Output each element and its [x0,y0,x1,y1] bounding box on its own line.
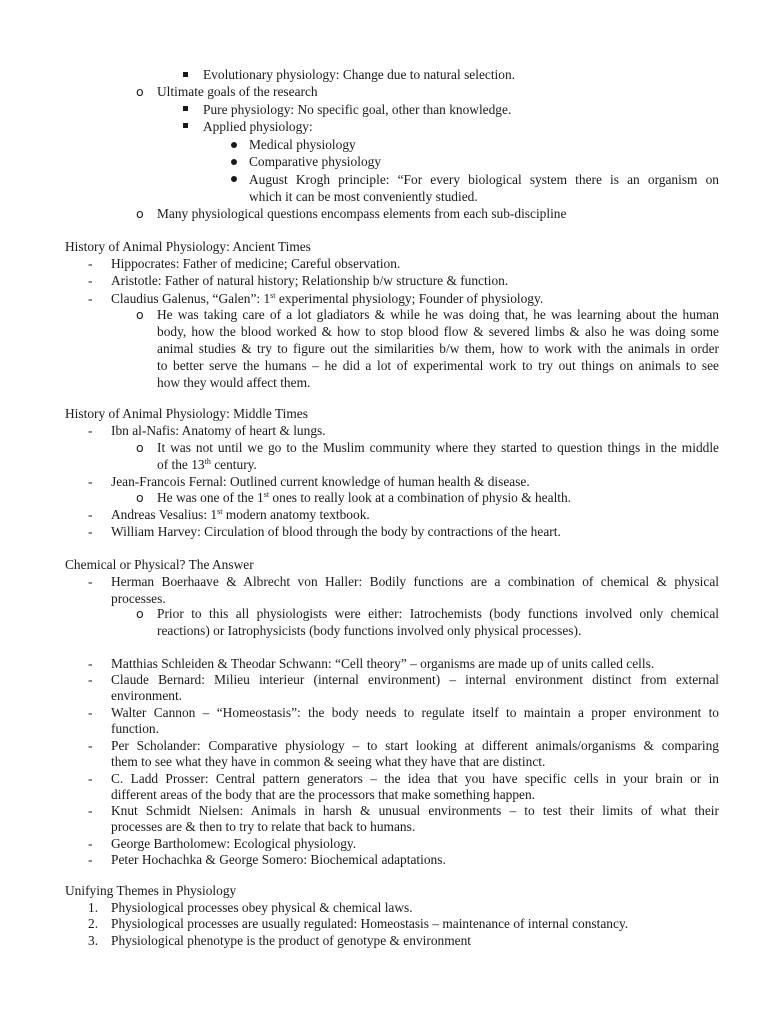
galen-note-line-1: He was taking care of a lot gladiators & while he was doing that, he was learning about the human [157,307,719,322]
vesalius-superscript: st [217,507,223,516]
nielsen-line-1: Knut Schmidt Nielsen: Animals in harsh & unusual environments – to test their limits of what their [111,803,719,818]
schleiden-item: Matthias Schleiden & Theodar Schwann: “Cell theory” – organisms are made up of units called cells. [111,656,655,671]
krogh-principle-line-2: which it can be most conveniently studied. [249,189,478,204]
harvey-item: William Harvey: Circulation of blood through the body by contractions of the heart. [111,524,561,539]
unifying-item-3: Physiological phenotype is the product of genotype & environment [111,933,471,948]
square-bullet-icon [183,106,188,111]
vesalius-item [111,506,370,523]
dash-bullet: - [88,474,93,489]
dash-bullet: - [88,771,93,786]
dash-bullet: - [88,836,93,851]
bernard-line-1: Claude Bernard: Milieu interieur (internal environment) – internal environment distinct from external [111,672,719,687]
unifying-item-1: Physiological processes obey physical & chemical laws. [111,900,413,915]
list-number: 1. [88,900,99,915]
dash-bullet: - [88,803,93,818]
galen-note-line-2: body, how the blood worked & how to stop blood flow & severed limbs & also he was doing some [157,324,719,339]
circle-bullet-icon: o [136,440,144,455]
galen-note-line-3: animal studies & try to figure out the similarities b/w them, how to work with the animals in order [157,341,719,356]
boerhaave-line-1: Herman Boerhaave & Albrecht von Haller: Bodily functions are a combination of chemical & physical [111,574,719,589]
nielsen-line-2: processes are & then to try to relate that back to humans. [111,819,416,834]
applied-physiology-item: Applied physiology: [203,119,313,134]
ibn-al-nafis-item: Ibn al-Nafis: Anatomy of heart & lungs. [111,423,326,438]
comparative-physiology-item: Comparative physiology [249,154,382,169]
boerhaave-line-2: processes. [111,591,166,606]
dash-bullet: - [88,273,93,288]
dash-bullet: - [88,256,93,271]
galen-note-line-5: how they would affect them. [157,375,311,390]
dash-bullet: - [88,672,93,687]
ancient-times-heading: History of Animal Physiology: Ancient Times [65,239,311,254]
hippocrates-item: Hippocrates: Father of medicine; Careful observation. [111,256,401,271]
fernal-note [157,489,571,506]
bernard-line-2: environment. [111,688,183,703]
ultimate-goals-item: Ultimate goals of the research [157,84,318,99]
galen-text-a: Claudius Galenus, “Galen”: 1 [111,291,271,306]
prosser-line-1: C. Ladd Prosser: Central pattern generators – the idea that you have specific cells in your brain or in [111,771,719,786]
sub-discipline-item: Many physiological questions encompass elements from each sub-discipline [157,206,567,221]
prior-note-line-1: Prior to this all physiologists were either: Iatrochemists (body functions involved only chemical [157,606,719,621]
unifying-themes-heading: Unifying Themes in Physiology [65,883,237,898]
evolutionary-physiology-item: Evolutionary physiology: Change due to natural selection. [203,67,516,82]
dash-bullet: - [88,507,93,522]
scholander-line-1: Per Scholander: Comparative physiology – to start looking at different animals/organisms & comparing [111,738,719,753]
circle-bullet-icon: o [136,84,144,99]
circle-bullet-icon: o [136,307,144,322]
vesalius-text-b: modern anatomy textbook. [222,507,370,522]
chemical-physical-heading: Chemical or Physical? The Answer [65,557,254,572]
muslim-note-line-1: It was not until we go to the Muslim community where they started to question things in the middle [157,440,719,455]
middle-times-heading: History of Animal Physiology: Middle Times [65,406,308,421]
dash-bullet: - [88,852,93,867]
unifying-item-2: Physiological processes are usually regulated: Homeostasis – maintenance of internal constancy. [111,916,629,931]
dash-bullet: - [88,524,93,539]
fernal-text-a: He was one of the 1 [157,490,264,505]
dash-bullet: - [88,656,93,671]
krogh-principle-line-1: August Krogh principle: “For every biological system there is an organism on [249,172,719,187]
round-bullet-icon [231,142,237,148]
round-bullet-icon [231,176,237,182]
dash-bullet: - [88,291,93,306]
scholander-line-2: them to see what they have in common & seeing what they have that are distinct. [111,754,546,769]
list-number: 2. [88,916,99,931]
circle-bullet-icon: o [136,490,144,505]
circle-bullet-icon: o [136,606,144,621]
muslim-text-a: of the 13 [157,457,205,472]
galen-superscript: st [270,291,276,300]
circle-bullet-icon: o [136,206,144,221]
round-bullet-icon [231,159,237,165]
dash-bullet: - [88,738,93,753]
square-bullet-icon [183,123,188,128]
square-bullet-icon [183,72,188,77]
galen-item [111,290,543,307]
fernal-item: Jean-Francois Fernal: Outlined current knowledge of human health & disease. [111,474,530,489]
muslim-superscript: th [204,457,211,466]
pure-physiology-item: Pure physiology: No specific goal, other than knowledge. [203,102,512,117]
fernal-text-b: ones to really look at a combination of physio & health. [269,490,572,505]
galen-text-b: experimental physiology; Founder of physiology. [275,291,544,306]
medical-physiology-item: Medical physiology [249,137,356,152]
galen-note-line-4: to better serve the humans – he did a lot of experimental work to try out things on animals to see [157,358,719,373]
muslim-note-line-2 [157,456,257,473]
bartholomew-item: George Bartholomew: Ecological physiology. [111,836,357,851]
prior-note-line-2: reactions) or Iatrophysicists (body functions involved only physical processes). [157,623,582,638]
cannon-line-1: Walter Cannon – “Homeostasis”: the body needs to regulate itself to maintain a proper environment to [111,705,719,720]
fernal-superscript: st [263,490,270,499]
dash-bullet: - [88,574,93,589]
prosser-line-2: different areas of the body that are the processors that make something happen. [111,787,536,802]
hochachka-item: Peter Hochachka & George Somero: Biochemical adaptations. [111,852,446,867]
vesalius-text-a: Andreas Vesalius: 1 [111,507,218,522]
muslim-text-b: century. [210,457,257,472]
aristotle-item: Aristotle: Father of natural history; Relationship b/w structure & function. [111,273,509,288]
cannon-line-2: function. [111,721,159,736]
list-number: 3. [88,933,99,948]
dash-bullet: - [88,705,93,720]
dash-bullet: - [88,423,93,438]
